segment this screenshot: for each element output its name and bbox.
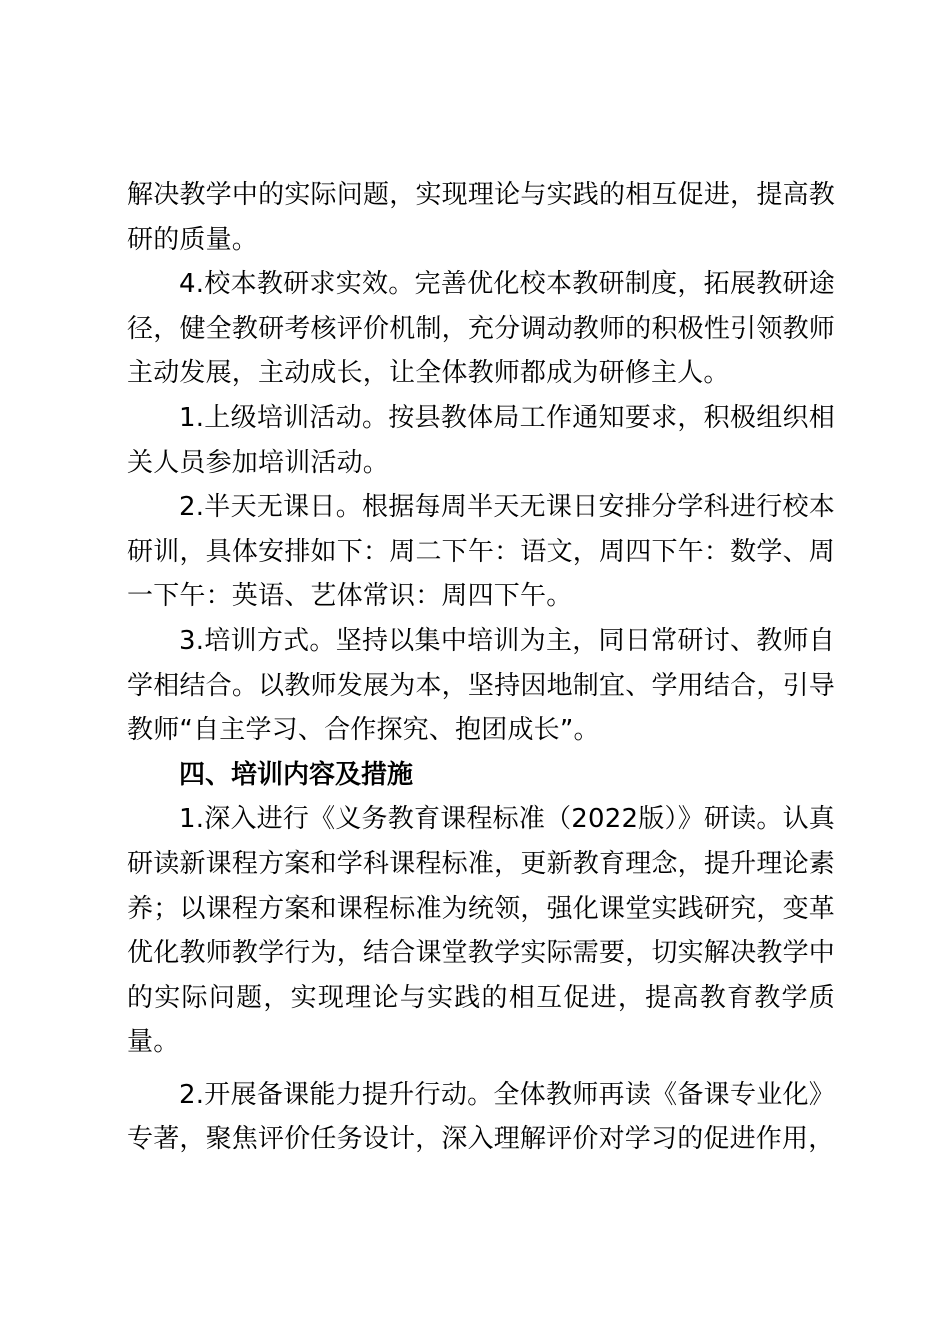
- paragraph-upper-training: 1.上级培训活动。按县教体局工作通知要求，积极组织相关人员参加培训活动。: [127, 402, 835, 478]
- paragraph-curriculum-standard: 1.深入进行《义务教育课程标准（2022版）》研读。认真研读新课程方案和学科课程标准，更新教育理念，提升理论素养；以课程方案和课程标准为统领，强化课堂实践研究，变革优化教师教学行为，结合课堂教学实际需要，切实解决教学中的实际问题，实现理论与实践的相互促进，提高教育教学质量。: [127, 804, 835, 1058]
- section-heading: 四、培训内容及措施: [179, 759, 414, 790]
- paragraph-half-day: 2.半天无课日。根据每周半天无课日安排分学科进行校本研训，具体安排如下：周二下午：语文，周四下午：数学、周一下午：英语、艺体常识：周四下午。: [127, 492, 835, 612]
- paragraph-lesson-prep: 2.开展备课能力提升行动。全体教师再读《备课专业化》专著，聚焦评价任务设计，深入理解评价对学习的促进作用，: [127, 1079, 835, 1155]
- paragraph-continuation: 解决教学中的实际问题，实现理论与实践的相互促进，提高教研的质量。: [127, 180, 835, 255]
- document-page: [127, 173, 835, 1162]
- paragraph-school-research: 4.校本教研求实效。完善优化校本教研制度，拓展教研途径，健全教研考核评价机制，充分调动教师的积极性引领教师主动发展，主动成长，让全体教师都成为研修主人。: [127, 269, 835, 389]
- paragraph-training-method: 3.培训方式。坚持以集中培训为主，同日常研讨、教师自学相结合。以教师发展为本，坚持因地制宜、学用结合，引导教师“自主学习、合作探究、抱团成长”。: [127, 625, 835, 746]
